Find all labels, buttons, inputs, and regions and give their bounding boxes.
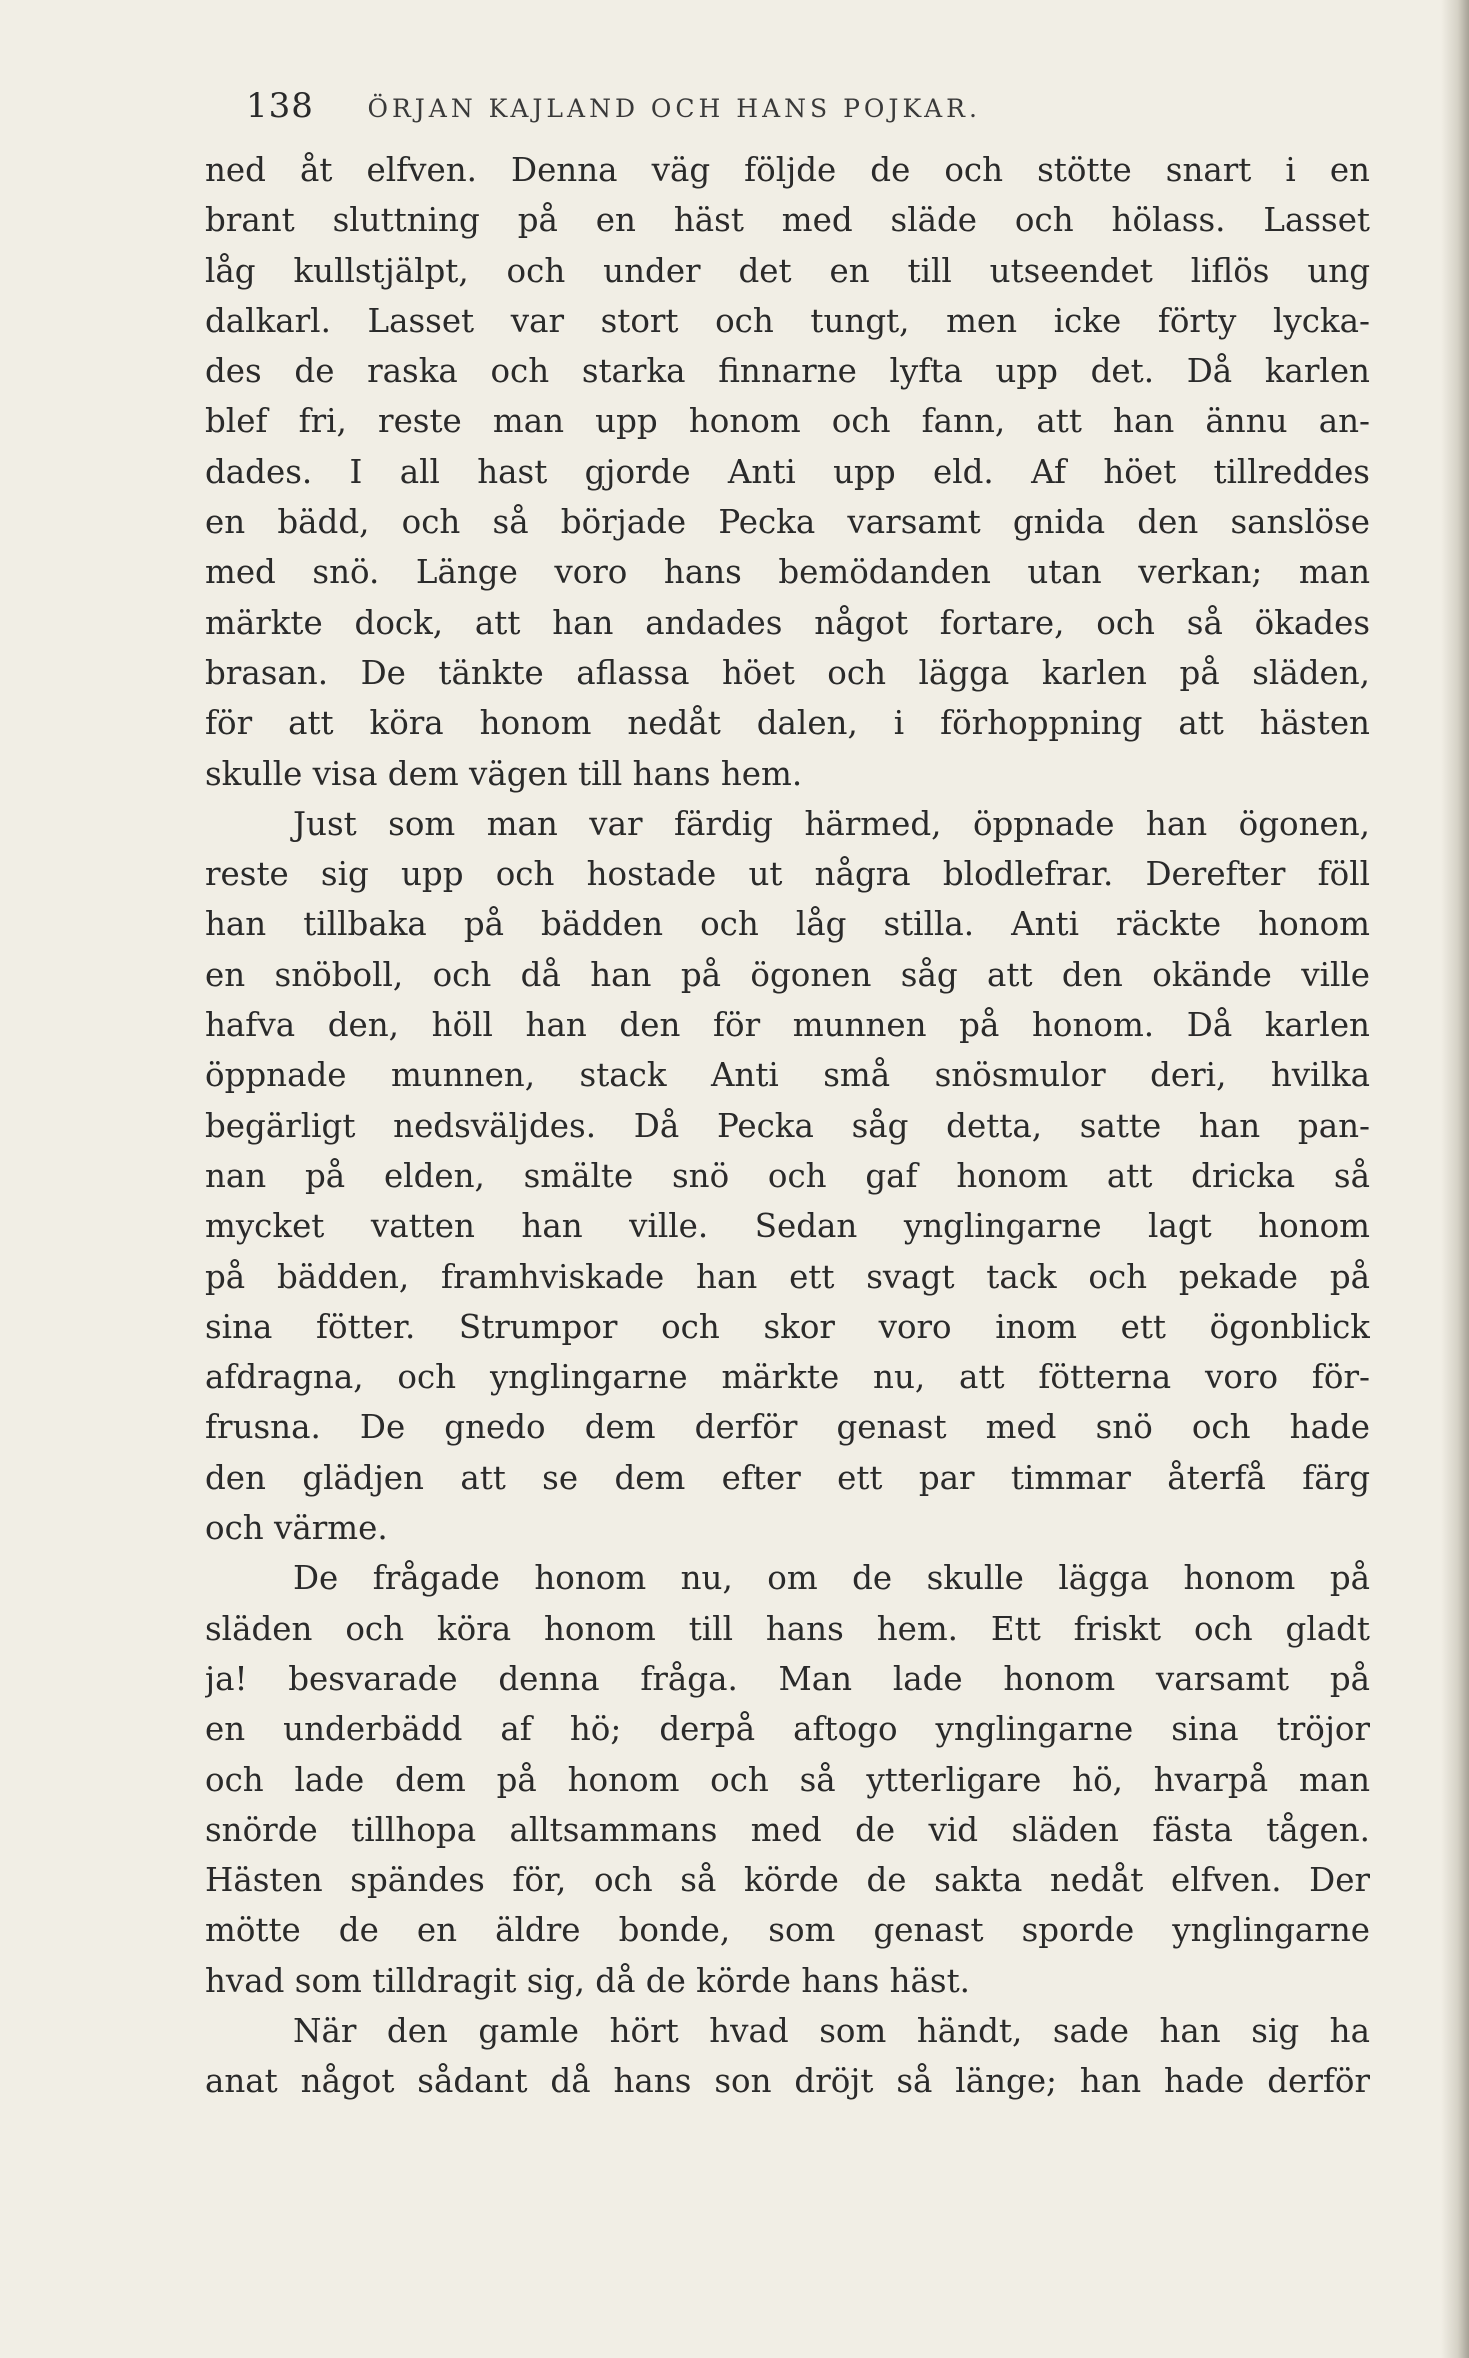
- text-line: frusna. De gnedo dem derför genast med snö och hade: [205, 1408, 1370, 1447]
- page-number: 138: [246, 86, 314, 126]
- text-line: mycket vatten han ville. Sedan ynglingarne lagt honom: [205, 1207, 1370, 1246]
- text-line: sina fötter. Strumpor och skor voro inom ett ögonblick: [205, 1307, 1370, 1346]
- text-line: dades. I all hast gjorde Anti upp eld. Af höet tillreddes: [205, 452, 1370, 491]
- text-line: med snö. Länge voro hans bemödanden utan verkan; man: [205, 553, 1370, 592]
- text-line: nan på elden, smälte snö och gaf honom att dricka så: [205, 1156, 1370, 1195]
- paragraph-end-line: hvad som tilldragit sig, då de körde hans häst.: [205, 1961, 970, 2000]
- text-line: på bädden, framhviskade han ett svagt tack och pekade på: [205, 1257, 1370, 1296]
- text-line: reste sig upp och hostade ut några blodlefrar. Derefter föll: [205, 855, 1370, 894]
- text-line: och lade dem på honom och så ytterligare hö, hvarpå man: [205, 1760, 1370, 1799]
- text-line: låg kullstjälpt, och under det en till utseendet liflös ung: [205, 251, 1370, 290]
- text-line: brant sluttning på en häst med släde och hölass. Lasset: [205, 201, 1370, 240]
- text-line: blef fri, reste man upp honom och fann, att han ännu an-: [205, 402, 1370, 441]
- text-line: öppnade munnen, stack Anti små snösmulor deri, hvilka: [205, 1056, 1370, 1095]
- text-line: hafva den, höll han den för munnen på honom. Då karlen: [205, 1006, 1370, 1045]
- paragraph-start-line: Just som man var färdig härmed, öppnade han ögonen,: [293, 804, 1370, 843]
- body-text: [205, 145, 1370, 2107]
- paragraph-start-line: När den gamle hört hvad som händt, sade han sig ha: [293, 2011, 1370, 2050]
- text-line: den glädjen att se dem efter ett par timmar återfå färg: [205, 1458, 1370, 1497]
- text-line: en snöboll, och då han på ögonen såg att den okände ville: [205, 955, 1370, 994]
- text-line: mötte de en äldre bonde, som genast sporde ynglingarne: [205, 1911, 1370, 1950]
- text-line: Hästen spändes för, och så körde de sakta nedåt elfven. Der: [205, 1861, 1370, 1900]
- text-line: för att köra honom nedåt dalen, i förhoppning att hästen: [205, 704, 1370, 743]
- paragraph-start-line: De frågade honom nu, om de skulle lägga honom på: [293, 1559, 1370, 1598]
- text-line: brasan. De tänkte aflassa höet och lägga karlen på släden,: [205, 653, 1370, 692]
- text-line: des de raska och starka finnarne lyfta upp det. Då karlen: [205, 352, 1370, 391]
- text-line: han tillbaka på bädden och låg stilla. Anti räckte honom: [205, 905, 1370, 944]
- text-line: märkte dock, att han andades något fortare, och så ökades: [205, 603, 1370, 642]
- text-line: ja! besvarade denna fråga. Man lade honom varsamt på: [205, 1659, 1370, 1698]
- text-line: dalkarl. Lasset var stort och tungt, men icke förty lycka-: [205, 301, 1370, 340]
- page-edge-shadow: [1441, 0, 1469, 2358]
- running-title: ÖRJAN KAJLAND OCH HANS POJKAR.: [367, 94, 981, 123]
- text-line: en bädd, och så började Pecka varsamt gnida den sanslöse: [205, 503, 1370, 542]
- text-line: anat något sådant då hans son dröjt så länge; han hade derför: [205, 2062, 1370, 2101]
- text-line: ned åt elfven. Denna väg följde de och stötte snart i en: [205, 151, 1370, 189]
- text-line: släden och köra honom till hans hem. Ett friskt och gladt: [205, 1609, 1370, 1648]
- text-line: en underbädd af hö; derpå aftogo ynglingarne sina tröjor: [205, 1710, 1370, 1749]
- paragraph-end-line: skulle visa dem vägen till hans hem.: [205, 754, 803, 793]
- paragraph-end-line: och värme.: [205, 1509, 388, 1548]
- text-line: snörde tillhopa alltsammans med de vid släden fästa tågen.: [205, 1810, 1370, 1849]
- page-header: [246, 76, 1246, 136]
- text-line: begärligt nedsväljdes. Då Pecka såg detta, satte han pan-: [205, 1106, 1370, 1145]
- text-line: afdragna, och ynglingarne märkte nu, att fötterna voro för-: [205, 1358, 1370, 1397]
